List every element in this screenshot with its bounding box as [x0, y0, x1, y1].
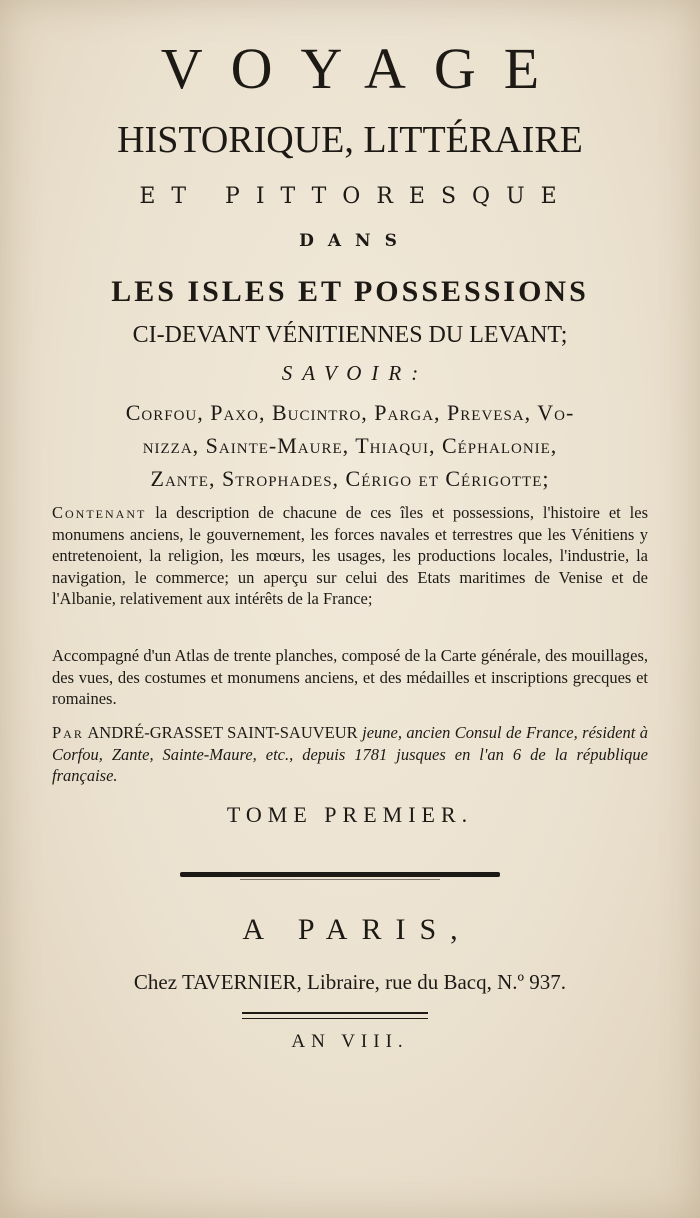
author-paragraph: [52, 722, 648, 787]
imprint-publisher: Chez TAVERNIER, Libraire, rue du Bacq, N.º 937.: [133, 970, 567, 994]
ornamental-rule: [180, 872, 500, 877]
title-pittoresque: ET PITTORESQUE: [139, 184, 573, 209]
author-lead: Par: [52, 723, 84, 742]
title-voyage: VOYAGE: [160, 36, 568, 101]
title-isles: LES ISLES ET POSSESSIONS: [111, 275, 589, 308]
contenant-lead: Contenant: [52, 503, 147, 522]
title-venitiennes: CI-DEVANT VÉNITIENNES DU LEVANT;: [132, 322, 568, 348]
author-name: ANDRÉ-GRASSET SAINT-SAUVEUR: [87, 723, 358, 742]
imprint-city: A PARIS,: [242, 913, 472, 946]
savoir-heading: SAVOIR:: [281, 361, 429, 385]
places-list: [48, 396, 652, 495]
title-dans: DANS: [299, 231, 411, 251]
title-historique: HISTORIQUE, LITTÉRAIRE: [117, 119, 583, 161]
tome-label: TOME PREMIER.: [226, 802, 474, 827]
places-line-2: nizza, Sainte-Maure, Thiaqui, Céphalonie,: [142, 433, 558, 458]
accompagne-paragraph: [52, 645, 648, 710]
author-details: jeune, ancien Consul de France, résident à Corfou, Zante, Sainte-Maure, etc., depuis 1781 jusques en l'an 6 de la république française.: [52, 723, 649, 785]
contenant-paragraph: [52, 502, 648, 610]
contenant-text: la description de chacune de ces îles et possessions, l'histoire et les monumens anciens, le gouvernement, les forces navales et terrestres que les Vénitiens y entretenoient, la religion, les mœurs, les usages, les productions locales, l'industrie, la navigation, le commerce; un aperçu sur celui des Etats maritimes de Venise et de l'Albanie, relativement aux intérêts de la France;: [52, 503, 649, 608]
places-line-3: Zante, Strophades, Cérigo et Cérigotte;: [150, 466, 550, 491]
ornamental-rule-thin: [240, 879, 440, 880]
accompagne-text: Accompagné d'un Atlas de trente planches, composé de la Carte générale, des mouillages, des vues, des costumes et monumens anciens, et des médailles et inscriptions grecques et romaines.: [52, 646, 648, 708]
places-line-1: Corfou, Paxo, Bucintro, Parga, Prevesa, Vo-: [125, 400, 575, 425]
double-rule: [242, 1012, 428, 1019]
imprint-date: AN VIII.: [291, 1031, 409, 1052]
